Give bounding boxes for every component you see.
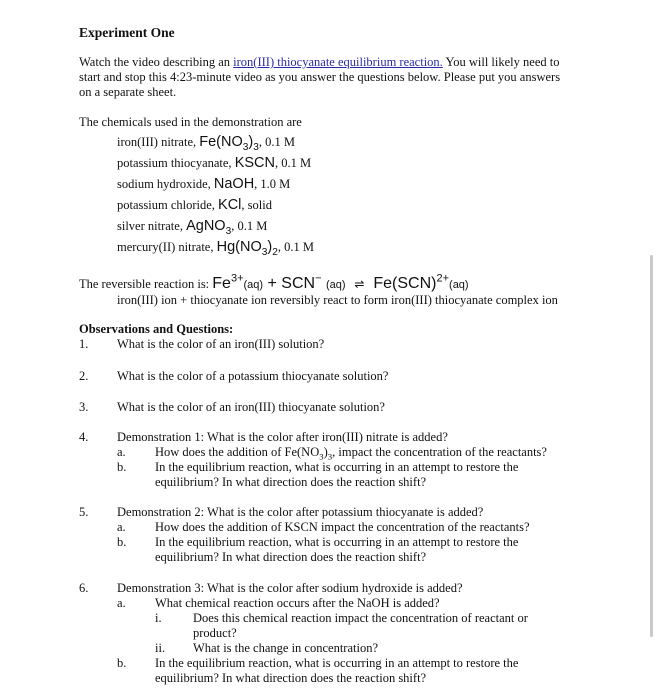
question-number: 2. [79,369,89,383]
chemical-item: mercury(II) nitrate, $Hg(NO_3)_2$, 0.1 M [117,239,314,258]
subquestion-text: equilibrium? In what direction does the reaction shift? [155,671,427,685]
vertical-scrollbar[interactable] [650,255,653,637]
chemical-formula: $Fe(NO_3)_3$ [199,134,259,153]
subsubquestion-text: product? [193,626,237,640]
question-number: 1. [79,337,89,351]
subquestion-text: In the equilibrium reaction, what is occurring in an attempt to restore the [155,535,519,549]
intro-line-2: start and stop this 4:23-minute video as you answer the questions below. Please put you answers [79,70,561,84]
chemical-formula: AgNO$_3$ [186,218,232,237]
chemical-formula: $Hg(NO_3)_2$ [216,239,278,258]
equilibrium-arrows-icon: ⇌ [354,277,365,291]
video-link[interactable]: iron(III) thiocyanate equilibrium reaction. [233,55,443,69]
question-text: Demonstration 1: What is the color after iron(III) nitrate is added? [117,430,448,444]
reaction-formula: $Fe^{3+}(aq) + SCN^-$ (aq) ⇌ Fe(SCN)$^{2+}$(aq) [212,272,469,292]
subquestion-text: What chemical reaction occurs after the NaOH is added? [155,596,440,610]
subquestion-text: How does the addition of KSCN impact the concentration of the reactants? [155,520,530,534]
intro-suffix: You will likely need to [442,55,560,69]
question-number: 5. [79,505,89,519]
chemical-item: potassium thiocyanate, KSCN, 0.1 M [117,155,312,171]
subquestion-text: equilibrium? In what direction does the reaction shift? [155,550,427,564]
subsubquestion-label: i. [155,611,162,625]
subquestion-text: How does the addition of $Fe(NO_3)_3$, impact the concentration of the reactants? [155,445,547,462]
chemical-formula: NaOH [213,176,255,192]
subquestion-label: a. [117,596,126,610]
chemical-item: silver nitrate, AgNO$_3$, 0.1 M [117,218,268,237]
reaction-description: iron(III) ion + thiocyanate ion reversibly react to form iron(III) thiocyanate complex ion [117,293,558,307]
observations-heading: Observations and Questions: [79,322,234,336]
chemical-formula: $Fe(NO_3)_3$, [284,445,336,462]
intro-line-1 [79,55,559,70]
intro-prefix: Watch the video describing an [79,55,234,69]
chemical-formula: KCl [218,197,242,213]
subquestion-text: equilibrium? In what direction does the reaction shift? [155,475,427,489]
question-number: 4. [79,430,89,444]
chemical-formula: KSCN [234,155,275,171]
chemicals-heading: The chemicals used in the demonstration are [79,115,302,129]
question-text: What is the color of an iron(III) thiocyanate solution? [117,400,385,414]
subsubquestion-text: Does this chemical reaction impact the concentration of reactant or [193,611,528,625]
subquestion-text: In the equilibrium reaction, what is occurring in an attempt to restore the [155,656,519,670]
question-text: What is the color of an iron(III) solution? [117,337,325,351]
question-text: Demonstration 2: What is the color after potassium thiocyanate is added? [117,505,484,519]
reaction-label: The reversible reaction is: [79,277,213,291]
question-text: Demonstration 3: What is the color after sodium hydroxide is added? [117,581,463,595]
subquestion-text: In the equilibrium reaction, what is occurring in an attempt to restore the [155,460,519,474]
chemical-item: potassium chloride, KCl, solid [117,197,272,213]
question-number: 6. [79,581,89,595]
intro-line-3: on a separate sheet. [79,85,177,99]
chemical-item: iron(III) nitrate, $Fe(NO_3)_3$, 0.1 M [117,134,296,153]
question-number: 3. [79,400,89,414]
subquestion-label: b. [117,535,127,549]
subsubquestion-text: What is the change in concentration? [193,641,378,655]
subquestion-label: b. [117,460,127,474]
subquestion-label: a. [117,520,126,534]
page-title: Experiment One [79,25,175,40]
chemical-item: sodium hydroxide, NaOH, 1.0 M [117,176,291,192]
question-text: What is the color of a potassium thiocyanate solution? [117,369,389,383]
subquestion-label: b. [117,656,127,670]
subsubquestion-label: ii. [155,641,166,655]
subquestion-label: a. [117,445,126,459]
reaction-equation [79,272,469,293]
